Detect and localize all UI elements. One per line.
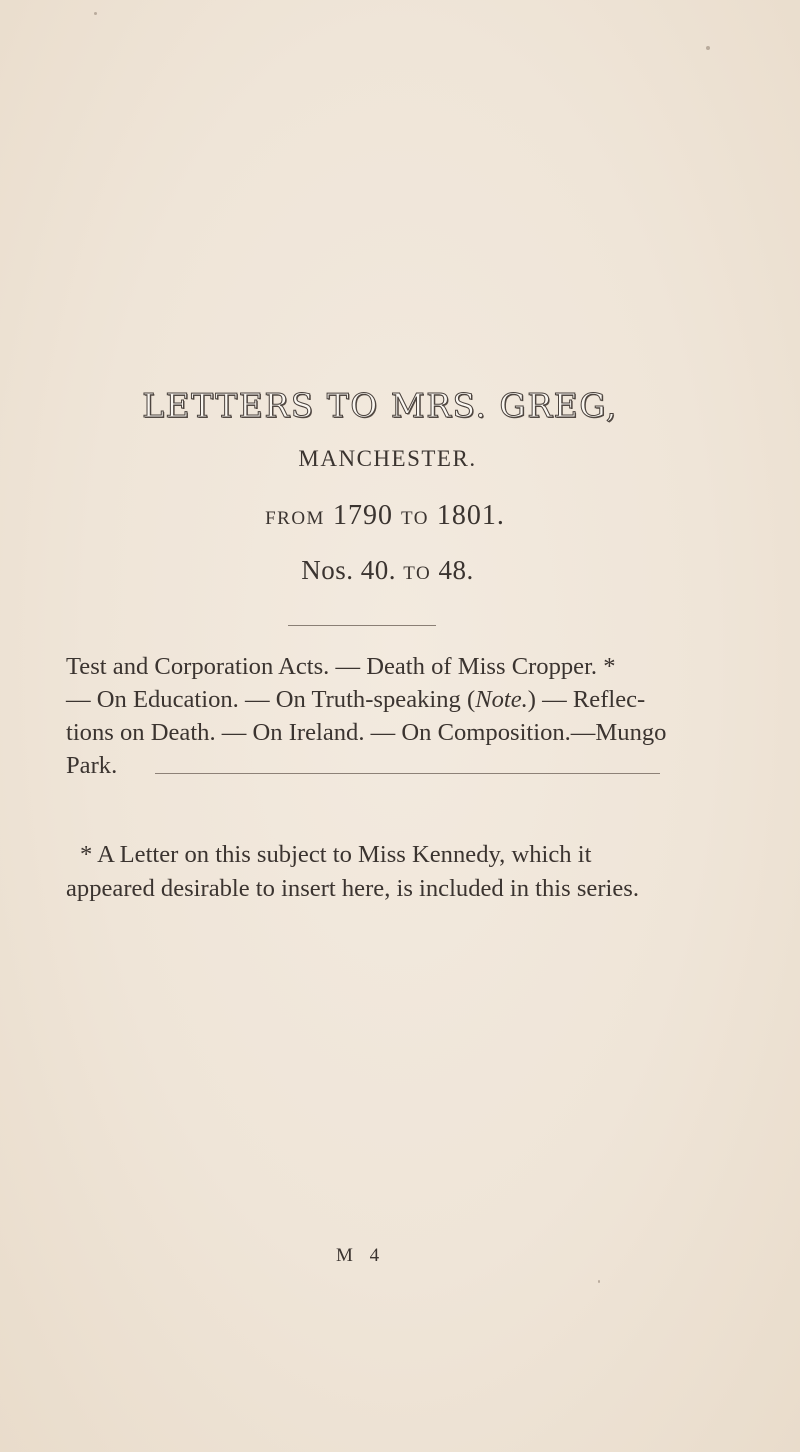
contents-line-2-b: ) — Reflec- [527,686,646,713]
nos-start: 40. [360,555,397,585]
long-divider [155,773,660,774]
nos-end: 48. [438,555,474,585]
footnote [66,838,686,906]
paper-fleck [94,12,97,15]
contents-line-3: tions on Death. — On Ireland. — On Composition.—Mungo [66,719,667,746]
contents-line-2 [66,683,686,716]
to-word: TO [400,508,429,529]
signature-mark: M 4 [336,1245,386,1266]
paper-fleck [598,1280,600,1283]
nos-label: Nos. [301,555,354,585]
to-year: 1801. [436,500,505,531]
page-title: LETTERS TO MRS. GREG, [142,386,618,425]
from-word: FROM [265,508,325,529]
contents-line-1: Test and Corporation Acts. — Death of Miss Cropper. * [66,653,616,680]
date-range [0,500,770,532]
nos-to: TO [403,563,432,584]
place-subtitle: MANCHESTER. [298,446,477,471]
note-italic: Note. [475,686,528,713]
contents-summary [66,650,686,782]
paper-fleck [706,46,710,50]
footnote-line-1: * A Letter on this subject to Miss Kennedy, which it [80,841,592,868]
contents-line-2-a: — On Education. — On Truth-speaking ( [66,686,476,713]
short-divider [288,625,436,626]
letter-numbers [0,555,775,586]
contents-line-4: Park. [66,752,118,779]
from-year: 1790 [332,500,393,531]
footnote-line-2: appeared desirable to insert here, is included in this series. [66,875,639,902]
